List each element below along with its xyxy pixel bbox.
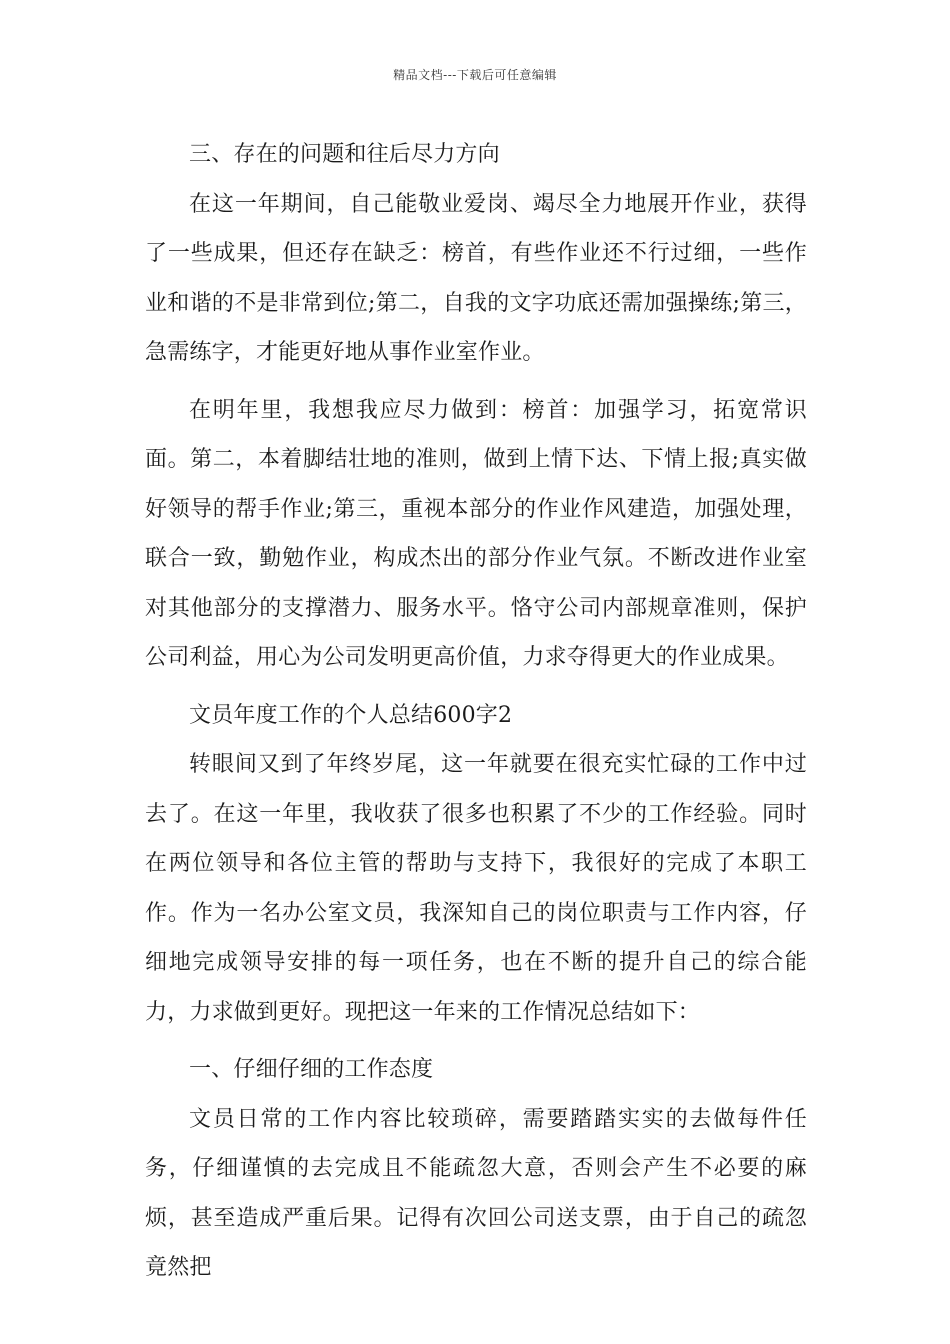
article-title: 文员年度工作的个人总结600字2 (189, 702, 513, 728)
page-header: 精品文档---下载后可任意编辑 (393, 68, 557, 82)
section-heading-attitude: 一、仔细仔细的工作态度 (189, 1057, 434, 1082)
section-heading-problems: 三、存在的问题和往后尽力方向 (189, 142, 500, 167)
paragraph-daily-work: 文员日常的工作内容比较琐碎，需要踏踏实实的去做每件任务，仔细谨慎的去完成且不能疏忽大意，否则会产生不必要的麻烦，甚至造成严重后果。记得有次回公司送支票，由于自己的疏忽竟然把 (145, 1106, 807, 1280)
paragraph-next-year-plan: 在明年里，我想我应尽力做到：榜首：加强学习，拓宽常识面。第二，本着脚结壮地的准则，做到上情下达、下情上报;真实做好领导的帮手作业;第三，重视本部分的作业作风建造，加强处理，联合一致，勤勉作业，构成杰出的部分作业气氛。不断改进作业室对其他部分的支撑潜力、服务水平。恪守公司内部规章准则，保护公司利益，用心为公司发明更高价值，力求夺得更大的作业成果。 (145, 397, 807, 670)
document-body (145, 130, 807, 1301)
paragraph-introduction: 转眼间又到了年终岁尾，这一年就要在很充实忙碌的工作中过去了。在这一年里，我收获了很多也积累了不少的工作经验。同时在两位领导和各位主管的帮助与支持下，我很好的完成了本职工作。作为一名办公室文员，我深知自己的岗位职责与工作内容，仔细地完成领导安排的每一项任务，也在不断的提升自己的综合能力，力求做到更好。现把这一年来的工作情况总结如下： (145, 752, 807, 1025)
paragraph-shortcomings: 在这一年期间，自己能敬业爱岗、竭尽全力地展开作业，获得了一些成果，但还存在缺乏：榜首，有些作业还不行过细，一些作业和谐的不是非常到位;第二，自我的文字功底还需加强操练;第三，急需练字，才能更好地从事作业室作业。 (145, 191, 807, 365)
